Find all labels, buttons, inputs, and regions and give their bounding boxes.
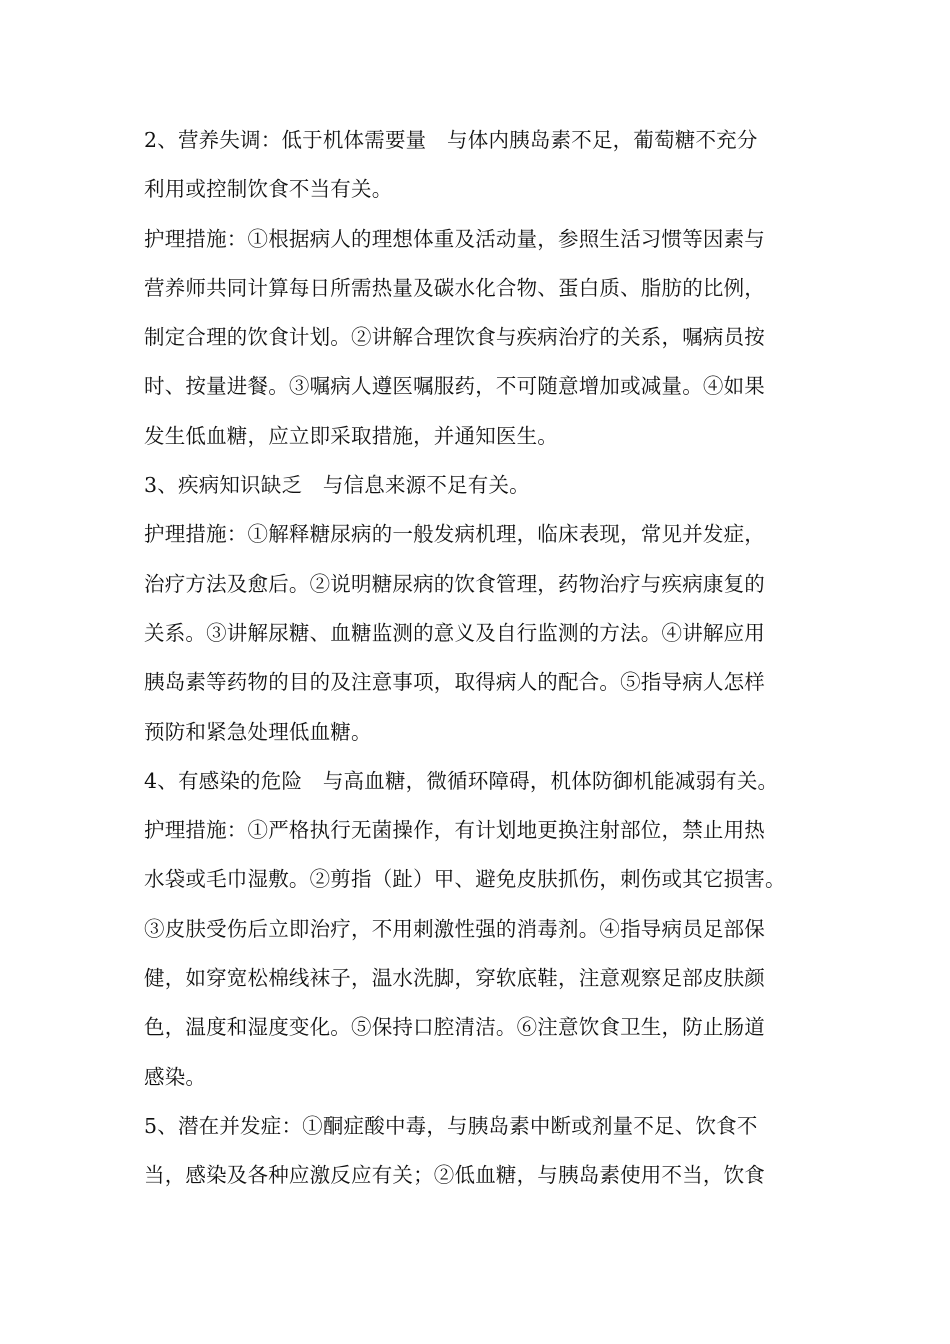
text-line: 感染。: [144, 1064, 207, 1089]
text-line: 发生低血糖，应立即采取措施，并通知医生。: [144, 423, 558, 448]
text-line: 健，如穿宽松棉线袜子，温水洗脚，穿软底鞋，注意观察足部皮肤颜: [144, 966, 765, 991]
text-line: 护理措施：①解释糖尿病的一般发病机理，临床表现，常见并发症，: [144, 522, 765, 547]
text-line: 治疗方法及愈后。②说明糖尿病的饮食管理，药物治疗与疾病康复的: [144, 571, 765, 596]
text-line: 当，感染及各种应激反应有关；②低血糖，与胰岛素使用不当，饮食: [144, 1163, 765, 1188]
text-line: 色，温度和湿度变化。⑤保持口腔清洁。⑥注意饮食卫生，防止肠道: [144, 1015, 765, 1040]
text-line: 水袋或毛巾湿敷。②剪指（趾）甲、避免皮肤抓伤，刺伤或其它损害。: [144, 867, 786, 892]
document-page: [144, 116, 806, 1201]
text-line: 5、潜在并发症：①酮症酸中毒，与胰岛素中断或剂量不足、饮食不: [144, 1113, 758, 1138]
text-line: 制定合理的饮食计划。②讲解合理饮食与疾病治疗的关系，嘱病员按: [144, 325, 765, 350]
text-line: 关系。③讲解尿糖、血糖监测的意义及自行监测的方法。④讲解应用: [144, 620, 765, 645]
text-line: 利用或控制饮食不当有关。: [144, 177, 393, 202]
text-line: 时、按量进餐。③嘱病人遵医嘱服药，不可随意增加或减量。④如果: [144, 374, 765, 399]
text-line: ③皮肤受伤后立即治疗，不用刺激性强的消毒剂。④指导病员足部保: [144, 916, 765, 941]
text-line: 营养师共同计算每日所需热量及碳水化合物、蛋白质、脂肪的比例，: [144, 275, 765, 300]
text-line: 胰岛素等药物的目的及注意事项，取得病人的配合。⑤指导病人怎样: [144, 670, 765, 695]
text-line: 2、营养失调：低于机体需要量 与体内胰岛素不足，葡萄糖不充分: [144, 128, 758, 152]
text-line: 4、有感染的危险 与高血糖，微循环障碍，机体防御机能减弱有关。: [144, 768, 779, 793]
text-line: 护理措施：①严格执行无菌操作，有计划地更换注射部位，禁止用热: [144, 818, 765, 843]
text-line: 3、疾病知识缺乏 与信息来源不足有关。: [144, 473, 530, 498]
text-line: 预防和紧急处理低血糖。: [144, 719, 372, 744]
text-line: 护理措施：①根据病人的理想体重及活动量，参照生活习惯等因素与: [144, 226, 765, 251]
